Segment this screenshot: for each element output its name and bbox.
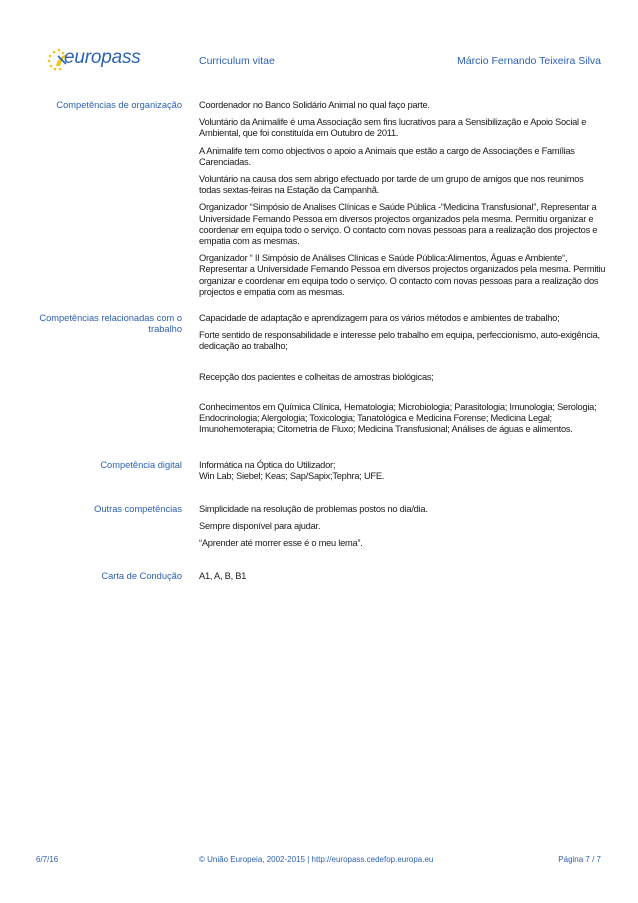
list-item: “Aprender até morrer esse é o meu lema”.: [199, 538, 363, 549]
section-content: [199, 504, 607, 556]
list-item: Coordenador no Banco Solidário Animal no qual faço parte.: [199, 100, 430, 110]
footer-copyright: © União Europeia, 2002-2015 | http://europass.cedefop.europa.eu: [199, 855, 434, 864]
section-content: [199, 571, 607, 588]
section-label: Competências de organização: [56, 100, 182, 110]
list-item: A Animalife tem como objectivos o apoio a Animais que estão a cargo de Associações e Famílias Carenciadas.: [199, 145, 575, 167]
list-item: Voluntário da Animalife é uma Associação sem fins lucrativos para a Sensibilização e Apoio Social e Ambiental, que foi constituída em Outubro de 2011.: [199, 117, 587, 139]
list-item: A1, A, B, B1: [199, 571, 247, 581]
section-label: Competências relacionadas com o trabalho: [39, 313, 182, 334]
section-content: [199, 100, 607, 304]
section-content: [199, 460, 607, 488]
section-label: Competência digital: [100, 460, 182, 470]
list-item: Organizador “Simpósio de Analises Clínicas e Saúde Pública -“Medicina Transfusional”, Representar a Universidade Fernando Pessoa em diversos projectos organizados pela mesma. Permitiu organizar e coordenar em equipa todo o serviço. O contacto com novas pessoas para a realização dos projectos e empatia com as mesmas.: [199, 202, 598, 247]
list-item: Organizador “ II Simpósio de Análises Clínicas e Saúde Pública:Alimentos, Águas e Ambiente“, Representar a Universidade Fernando Pessoa em diversos projectos organizados pela mesma. Permitiu organizar e coordenar em equipa todo o serviço. O contacto com novas pessoas para a realização dos projectos e empatia com as mesmas.: [199, 253, 606, 297]
list-item: Informática na Óptica do Utilizador;: [199, 460, 336, 470]
section-content: [199, 313, 607, 441]
list-item: Forte sentido de responsabilidade e interesse pelo trabalho em equipa, perfeccionismo, auto-exigência, dedicação ao trabalho;: [199, 330, 600, 352]
list-item: Voluntário na causa dos sem abrigo efectuado por tarde de um grupo de amigos que nos reunimos todas sextas-feiras na Estação da Campanhã.: [199, 174, 584, 196]
footer-date: 6/7/16: [36, 855, 59, 864]
page-header: [0, 0, 638, 90]
list-item: Conhecimentos em Química Clínica, Hematologia; Microbiologia; Parasitologia; Imunologia; Serologia; Endocrinologia; Alergologia; Toxicologia; Tanatológica e Medicina Forense; Medicina Legal; Imunohemoterapia; Citometria de Fluxo; Medicina Transfusional; Análises de águas e alimentos.: [199, 401, 597, 435]
person-name: Márcio Fernando Teixeira Silva: [457, 55, 601, 67]
footer-page-number: Página 7 / 7: [558, 855, 601, 864]
cv-title: Curriculum vitae: [199, 55, 275, 67]
list-item: Recepção dos pacientes e colheitas de amostras biológicas;: [199, 371, 434, 382]
section-label: Outras competências: [94, 504, 182, 514]
europass-logo: [44, 44, 154, 76]
list-item: Simplicidade na resolução de problemas postos no dia/dia.: [199, 504, 428, 514]
list-item: Capacidade de adaptação e aprendizagem para os vários métodos e ambientes de trabalho;: [199, 313, 560, 323]
list-item: Sempre disponível para ajudar.: [199, 521, 321, 532]
europass-wordmark: europass: [64, 47, 141, 68]
list-item: Win Lab; Siebel; Keas; Sap/Sapix;Tephra; UFE.: [199, 471, 385, 482]
section-label: Carta de Condução: [101, 571, 182, 581]
